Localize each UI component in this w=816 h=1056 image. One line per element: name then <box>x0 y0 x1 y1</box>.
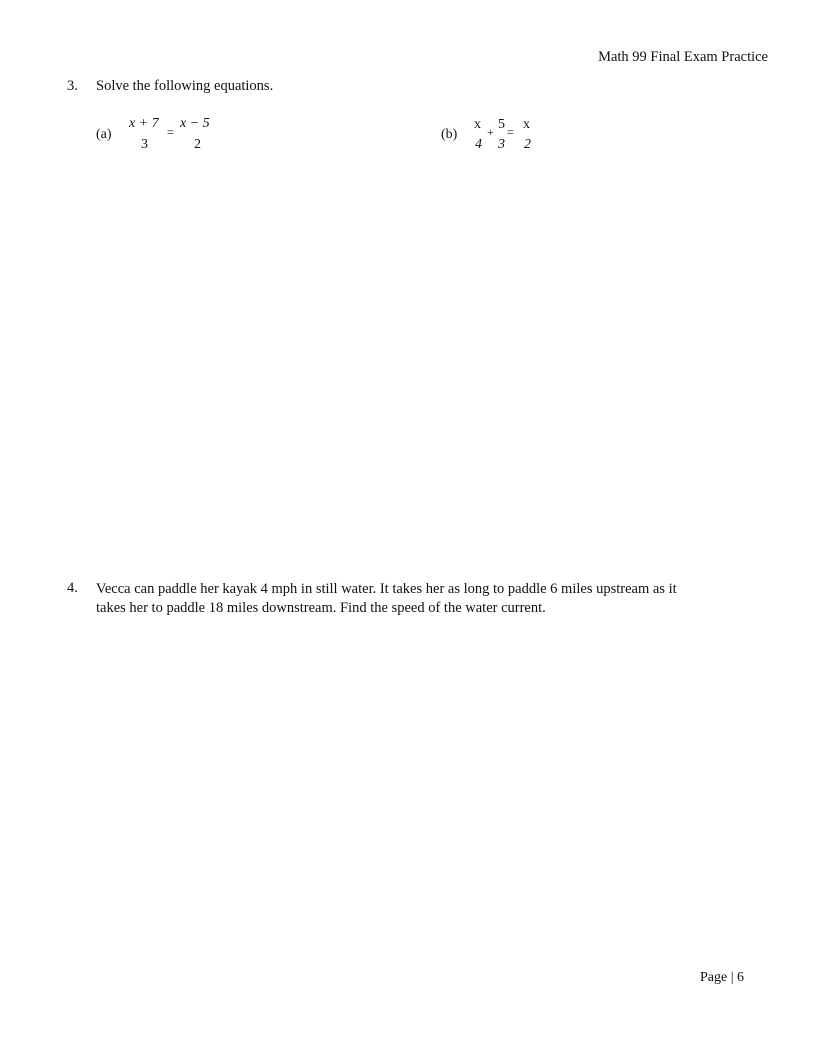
eq-b-plus-sign: + <box>487 125 494 139</box>
eq-b-frac2-denominator: 3 <box>498 137 505 152</box>
page-number: Page | 6 <box>700 970 745 985</box>
eq-a-right-numerator: x − 5 <box>180 116 210 131</box>
question-3-prompt: Solve the following equations. <box>96 78 274 94</box>
part-b-label: (b) <box>441 127 458 142</box>
eq-a-right-denominator: 2 <box>194 137 201 152</box>
eq-b-frac2-numerator: 5 <box>498 117 505 132</box>
question-4-text <box>96 580 756 618</box>
page-header-title: Math 99 Final Exam Practice <box>598 49 768 65</box>
question-4-number: 4. <box>67 580 78 596</box>
eq-b-equals-sign: = <box>507 125 514 139</box>
part-a-label: (a) <box>96 127 112 142</box>
question-4-line-1: Vecca can paddle her kayak 4 mph in still water. It takes her as long to paddle 6 miles upstream as it <box>96 581 677 597</box>
question-3-number: 3. <box>67 78 78 94</box>
eq-a-equals-sign: = <box>167 125 174 139</box>
question-4-line-2: takes her to paddle 18 miles downstream. Find the speed of the water current. <box>96 600 546 616</box>
eq-b-frac1-numerator: x <box>474 117 481 132</box>
eq-b-frac1-denominator: 4 <box>475 137 482 152</box>
eq-a-left-numerator: x + 7 <box>129 116 159 131</box>
eq-b-frac3-numerator: x <box>523 117 530 132</box>
eq-a-left-denominator: 3 <box>141 137 148 152</box>
eq-b-frac3-denominator: 2 <box>524 137 531 152</box>
